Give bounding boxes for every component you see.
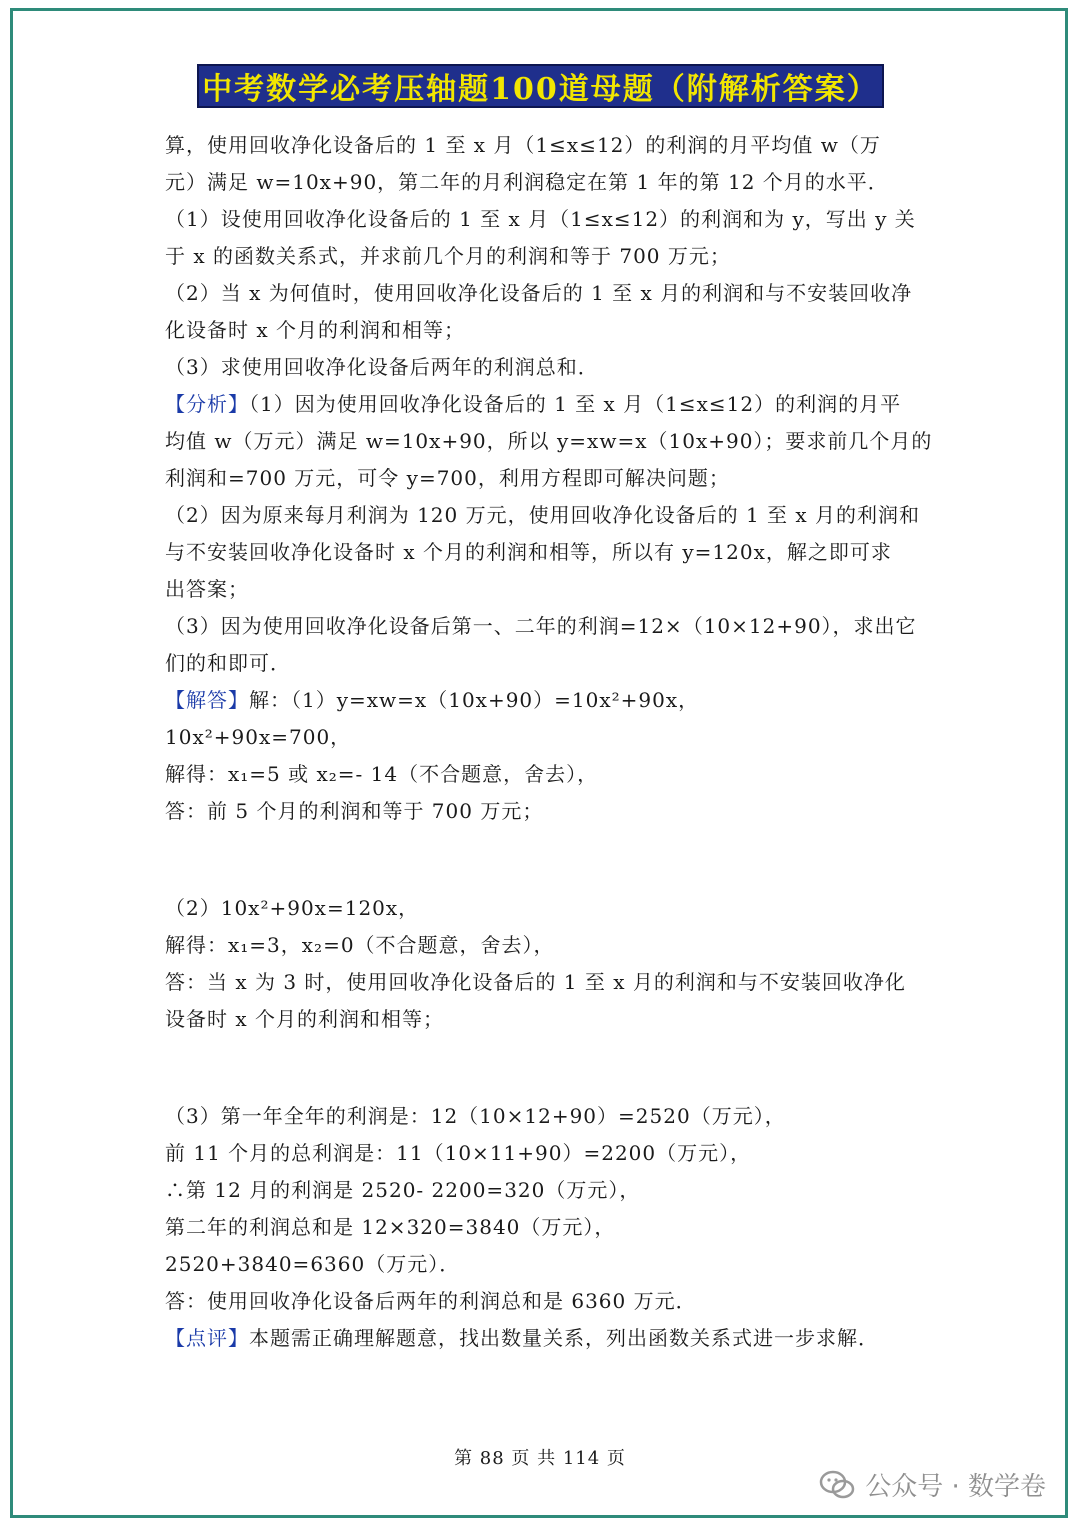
text-line: 算，使用回收净化设备后的 1 至 x 月（1≤x≤12）的利润的月平均值 w（万 (165, 133, 881, 157)
solution-line (165, 682, 925, 719)
page-number: 第 88 页 共 114 页 (454, 1448, 626, 1469)
comment-line (165, 1320, 925, 1357)
document-body (165, 127, 933, 1357)
text-line: （3）第一年全年的利润是：12（10×12+90）=2520（万元）， (165, 1104, 786, 1128)
watermark-text: 公众号 · 数学卷 (865, 1472, 1046, 1502)
text-line: 设备时 x 个月的利润和相等； (165, 1007, 444, 1031)
text-line: 前 11 个月的总利润是：11（10×11+90）=2200（万元）， (165, 1141, 752, 1165)
comment-tag: 【点评】 (165, 1326, 249, 1350)
analysis-text: （1）因为使用回收净化设备后的 1 至 x 月（1≤x≤12）的利润的月平 (249, 392, 902, 416)
spacer (165, 1038, 925, 1098)
text-line: 解得：x₁=3，x₂=0（不合题意，舍去）， (165, 933, 555, 957)
watermark (819, 1466, 1046, 1503)
solution-tag: 【解答】 (165, 688, 249, 712)
text-line: 答：使用回收净化设备后两年的利润总和是 6360 万元． (165, 1289, 697, 1313)
analysis-tag: 【分析】 (165, 392, 249, 416)
text-line: 元）满足 w=10x+90，第二年的月利润稳定在第 1 年的第 12 个月的水平． (165, 170, 889, 194)
text-line: 第二年的利润总和是 12×320=3840（万元）， (165, 1215, 616, 1239)
wechat-icon (819, 1470, 855, 1500)
page-title: 中考数学必考压轴题100道母题（附解析答案） (202, 72, 879, 107)
text-line: 与不安装回收净化设备时 x 个月的利润和相等，所以有 y=120x，解之即可求 (165, 540, 892, 564)
analysis-line (165, 386, 925, 423)
text-line: 化设备时 x 个月的利润和相等； (165, 318, 465, 342)
text-line: 们的和即可． (165, 651, 291, 675)
text-line: ∴第 12 月的利润是 2520- 2200=320（万元）， (165, 1178, 641, 1202)
question-part-2: （2）当 x 为何值时，使用回收净化设备后的 1 至 x 月的利润和与不安装回收净 (165, 281, 913, 305)
text-line: 利润和=700 万元，可令 y=700，利用方程即可解决问题； (165, 466, 730, 490)
equation-line: 2520+3840=6360（万元）． (165, 1252, 461, 1276)
equation-line: （2）10x²+90x=120x， (165, 896, 420, 920)
text-line: 解得：x₁=5 或 x₂=- 14（不合题意，舍去）， (165, 762, 599, 786)
text-line: （2）因为原来每月利润为 120 万元，使用回收净化设备后的 1 至 x 月的利润和 (165, 503, 921, 527)
solution-text: 解：（1）y=xw=x（10x+90）=10x²+90x， (249, 688, 700, 712)
question-part-1: （1）设使用回收净化设备后的 1 至 x 月（1≤x≤12）的利润和为 y，写出 y 关 (165, 207, 916, 231)
question-part-3: （3）求使用回收净化设备后两年的利润总和． (165, 355, 599, 379)
equation-line: 10x²+90x=700， (165, 725, 352, 749)
text-line: 答：当 x 为 3 时，使用回收净化设备后的 1 至 x 月的利润和与不安装回收净化 (165, 970, 906, 994)
text-line: 答：前 5 个月的利润和等于 700 万元； (165, 799, 544, 823)
text-line: 于 x 的函数关系式，并求前几个月的利润和等于 700 万元； (165, 244, 731, 268)
text-line: 均值 w（万元）满足 w=10x+90，所以 y=xw=x（10x+90）；要求前几个月的 (165, 429, 933, 453)
text-line: 出答案； (165, 577, 249, 601)
spacer (165, 830, 925, 890)
text-line: （3）因为使用回收净化设备后第一、二年的利润=12×（10×12+90），求出它 (165, 614, 917, 638)
title-banner (197, 64, 884, 108)
comment-text: 本题需正确理解题意，找出数量关系，列出函数关系式进一步求解． (249, 1326, 879, 1350)
